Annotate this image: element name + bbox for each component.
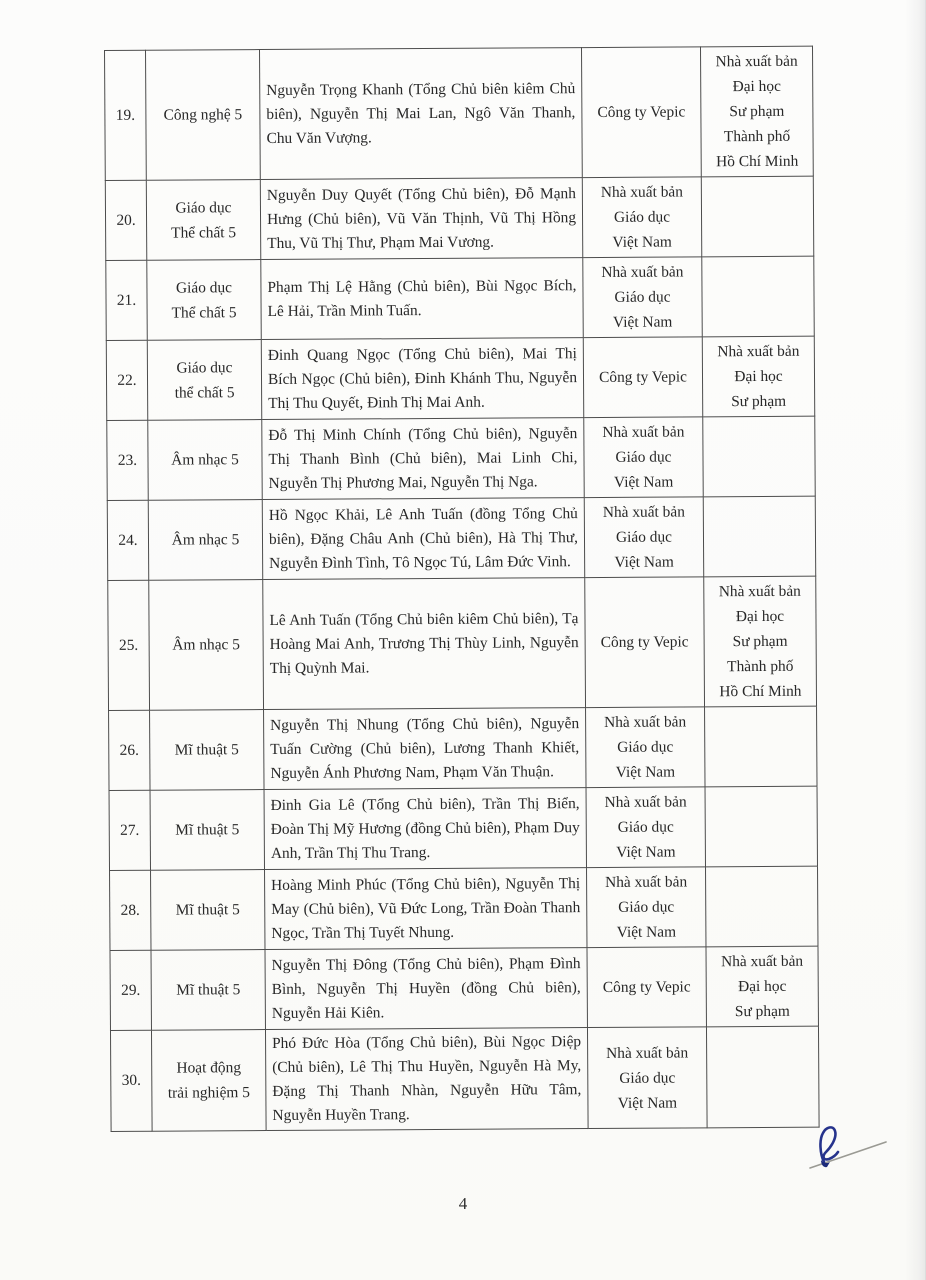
subject-cell: Âm nhạc 5 [149,580,264,711]
organization-cell: Nhà xuất bản Giáo dục Việt Nam [582,177,701,258]
publisher-cell [706,1026,819,1128]
pen-stroke-line [810,1142,886,1168]
organization-cell: Nhà xuất bản Giáo dục Việt Nam [587,867,706,948]
subject-cell: Giáo dục thể chất 5 [147,340,261,421]
row-number: 21. [106,260,147,340]
row-number: 30. [110,1030,152,1131]
table-row [105,46,814,180]
publisher-cell [705,786,817,867]
table-row [110,1026,819,1131]
row-number: 28. [110,870,151,950]
table-row [106,336,814,420]
subject-cell: Âm nhạc 5 [148,420,262,501]
textbook-list-table [104,46,819,1132]
row-number: 20. [105,180,146,260]
organization-cell: Nhà xuất bản Giáo dục Việt Nam [583,257,702,338]
publisher-cell [705,706,817,787]
table-row [110,946,818,1030]
row-number: 26. [109,710,150,790]
subject-cell: Mĩ thuật 5 [151,870,265,951]
row-number: 23. [107,420,148,500]
authors-cell: Nguyễn Thị Đông (Tổng Chủ biên), Phạm Đình Bình, Nguyễn Thị Huyền (đồng Chủ biên), Nguyễn Hải Kiên. [265,948,587,1030]
publisher-cell: Nhà xuất bản Đại học Sư phạm Thành phố Hồ Chí Minh [700,46,813,177]
subject-cell: Mĩ thuật 5 [150,710,264,791]
publisher-cell: Nhà xuất bản Đại học Sư phạm Thành phố Hồ Chí Minh [704,576,817,707]
authors-cell: Phó Đức Hòa (Tổng Chủ biên), Bùi Ngọc Diệp (Chủ biên), Lê Thị Thu Huyền, Nguyễn Hà My, Đặng Thị Thanh Nhàn, Nguyễn Hữu Tâm, Nguyễn Huyền Trang. [265,1028,588,1131]
ink-blob [821,1160,830,1167]
organization-cell: Nhà xuất bản Giáo dục Việt Nam [586,707,705,788]
authors-cell: Hồ Ngọc Khải, Lê Anh Tuấn (đồng Tổng Chủ biên), Đặng Châu Anh (Chủ biên), Hà Thị Thư, Nguyễn Đình Tình, Tô Ngọc Tú, Lâm Đức Vinh. [262,498,584,580]
subject-cell: Giáo dục Thể chất 5 [146,180,260,261]
row-number: 24. [107,500,148,580]
organization-cell: Nhà xuất bản Giáo dục Việt Nam [584,417,703,498]
authors-cell: Đỗ Thị Minh Chính (Tổng Chủ biên), Nguyễn Thị Thanh Bình (Chủ biên), Mai Linh Chi, Nguyễn Thị Phương Mai, Nguyễn Thị Nga. [262,418,584,500]
row-number: 22. [106,340,147,420]
subject-cell: Mĩ thuật 5 [150,790,264,871]
authors-cell: Đinh Gia Lê (Tổng Chủ biên), Trần Thị Biển, Đoàn Thị Mỹ Hương (đồng Chủ biên), Phạm Duy Anh, Trần Thị Thu Trang. [264,788,586,870]
authors-cell: Phạm Thị Lệ Hằng (Chủ biên), Bùi Ngọc Bích, Lê Hải, Trần Minh Tuấn. [261,258,583,340]
publisher-cell [703,496,815,577]
scan-page-edge [905,0,926,1280]
publisher-cell [702,256,814,337]
authors-cell: Lê Anh Tuấn (Tổng Chủ biên kiêm Chủ biên), Tạ Hoàng Mai Anh, Trương Thị Thùy Linh, Nguyễn Thị Quỳnh Mai. [263,578,586,710]
page-number: 4 [458,1194,468,1213]
row-number: 29. [110,950,151,1030]
publisher-cell: Nhà xuất bản Đại học Sư phạm [706,946,818,1027]
table-row [110,866,818,950]
organization-cell: Công ty Vepic [583,337,702,418]
initial-loop [820,1127,838,1162]
row-number: 25. [108,580,150,710]
publisher-cell: Nhà xuất bản Đại học Sư phạm [702,336,814,417]
subject-cell: Hoạt động trải nghiệm 5 [151,1030,266,1132]
publisher-cell [703,416,815,497]
table-row [105,176,813,260]
subject-cell: Giáo dục Thể chất 5 [147,260,261,341]
organization-cell: Công ty Vepic [585,577,705,708]
authors-cell: Hoàng Minh Phúc (Tổng Chủ biên), Nguyễn Thị May (Chủ biên), Vũ Đức Long, Trần Đoàn Thanh Ngọc, Trần Thị Tuyết Nhung. [265,868,587,950]
authors-cell: Nguyễn Duy Quyết (Tổng Chủ biên), Đỗ Mạnh Hưng (Chủ biên), Vũ Văn Thịnh, Vũ Thị Hồng Thu, Vũ Thị Thư, Phạm Mai Vương. [260,178,582,260]
table-row [109,706,817,790]
publisher-cell [706,866,818,947]
authors-cell: Nguyễn Thị Nhung (Tổng Chủ biên), Nguyễn Tuấn Cường (Chủ biên), Lương Thanh Khiết, Nguyễn Ánh Phương Nam, Phạm Văn Thuận. [264,708,586,790]
authors-cell: Nguyễn Trọng Khanh (Tổng Chủ biên kiêm Chủ biên), Nguyễn Thị Mai Lan, Ngô Văn Thanh, Chu Văn Vượng. [260,48,583,180]
publisher-cell [701,176,813,257]
row-number: 19. [105,50,147,180]
subject-cell: Âm nhạc 5 [148,500,262,581]
organization-cell: Nhà xuất bản Giáo dục Việt Nam [587,1027,707,1129]
table-row [108,576,817,710]
table-row [109,786,817,870]
row-number: 27. [109,790,150,870]
organization-cell: Công ty Vepic [581,47,701,178]
subject-cell: Mĩ thuật 5 [151,950,265,1031]
table-row [107,416,815,500]
table-row [106,256,814,340]
authors-cell: Đinh Quang Ngọc (Tổng Chủ biên), Mai Thị Bích Ngọc (Chủ biên), Đinh Khánh Thu, Nguyễn Thị Thu Quyết, Đinh Thị Mai Anh. [261,338,583,420]
organization-cell: Công ty Vepic [587,947,706,1028]
table-row [107,496,815,580]
subject-cell: Công nghệ 5 [146,50,261,181]
organization-cell: Nhà xuất bản Giáo dục Việt Nam [584,497,703,578]
organization-cell: Nhà xuất bản Giáo dục Việt Nam [586,787,705,868]
